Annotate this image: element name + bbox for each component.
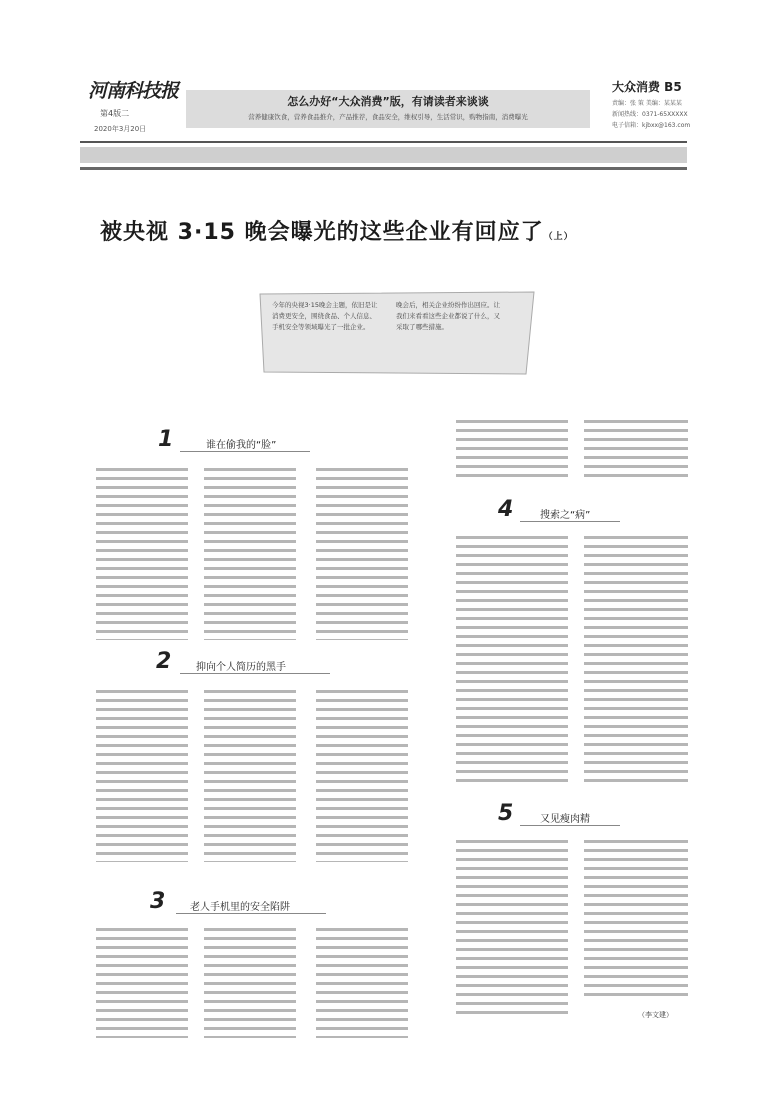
intro-text-right: 晚会后，相关企业纷纷作出回应。让我们来看看这些企业都说了什么，又采取了哪些措施。 (396, 301, 500, 331)
banner-title: 怎么办好“大众消费”版，有请读者来谈谈 (287, 95, 489, 108)
headline (100, 215, 574, 246)
section-1-rule (180, 451, 310, 452)
section-5-title: 又见瘦肉精 (540, 814, 590, 825)
section-1-number: 1 (158, 427, 174, 452)
issue-number: 第4版二 (100, 109, 130, 118)
section-3-text-col-1 (96, 928, 188, 1038)
section-4-rule (520, 521, 620, 522)
intro-text-left: 今年的央视3·15晚会主题，依旧是让消费更安全，围绕食品、个人信息、手机安全等领域曝光了一批企业。 (272, 301, 378, 331)
email-line: 电子信箱：kjbxx@163.com (612, 122, 691, 129)
headline-suffix: （上） (543, 232, 574, 242)
section-4-text-col-2 (584, 536, 688, 786)
section-5-number: 5 (498, 801, 514, 826)
headline-main: 被央视 3·15 晚会曝光的这些企业有回应了 (100, 220, 544, 245)
right-top-text-col-1 (456, 420, 568, 480)
section-5-rule (520, 825, 620, 826)
issue-date: 2020年3月20日 (94, 125, 147, 133)
section-2-text-col-3 (316, 690, 408, 862)
section-5-text-col-1 (456, 840, 568, 1018)
section-5-text-col-2 (584, 840, 688, 1000)
section-1-text-col-3 (316, 468, 408, 640)
section-3-text-col-3 (316, 928, 408, 1038)
header-rule-bottom (80, 167, 687, 170)
intro-box (256, 290, 538, 376)
section-3-number: 3 (150, 889, 166, 914)
section-1-text-col-1 (96, 468, 188, 640)
hotline-line: 新闻热线：0371-65XXXXX (612, 111, 688, 118)
section-2-text-col-1 (96, 690, 188, 862)
section-3-title: 老人手机里的安全陷阱 (190, 902, 290, 913)
section-3-text-col-2 (204, 928, 296, 1038)
editor-line: 责编：张 策 美编：某某某 (612, 100, 682, 107)
header-rule (80, 141, 687, 143)
section-4-number: 4 (498, 497, 514, 522)
section-2-rule (180, 673, 330, 674)
header-band (80, 147, 687, 163)
section-4-text-col-1 (456, 536, 568, 786)
editor-info (612, 98, 690, 131)
section-1-text-col-2 (204, 468, 296, 640)
section-name: 大众消费 B5 (612, 80, 682, 94)
right-top-text-col-2 (584, 420, 688, 480)
section-3-rule (176, 913, 326, 914)
section-1-title: 谁在偷我的“脸” (206, 440, 277, 451)
newspaper-logo: 河南科技报 (88, 80, 179, 102)
section-2-title: 抑向个人简历的黑手 (196, 662, 286, 673)
author-signature: （李文建） (638, 1011, 673, 1019)
section-2-number: 2 (156, 649, 172, 674)
section-2-text-col-2 (204, 690, 296, 862)
banner-subtitle: 营养健康饮食，营养食品推介，产品推荐，食品安全，维权引导，生活常识，购物指南，消费曝光 (248, 113, 528, 121)
section-4-title: 搜索之“病” (540, 510, 591, 521)
